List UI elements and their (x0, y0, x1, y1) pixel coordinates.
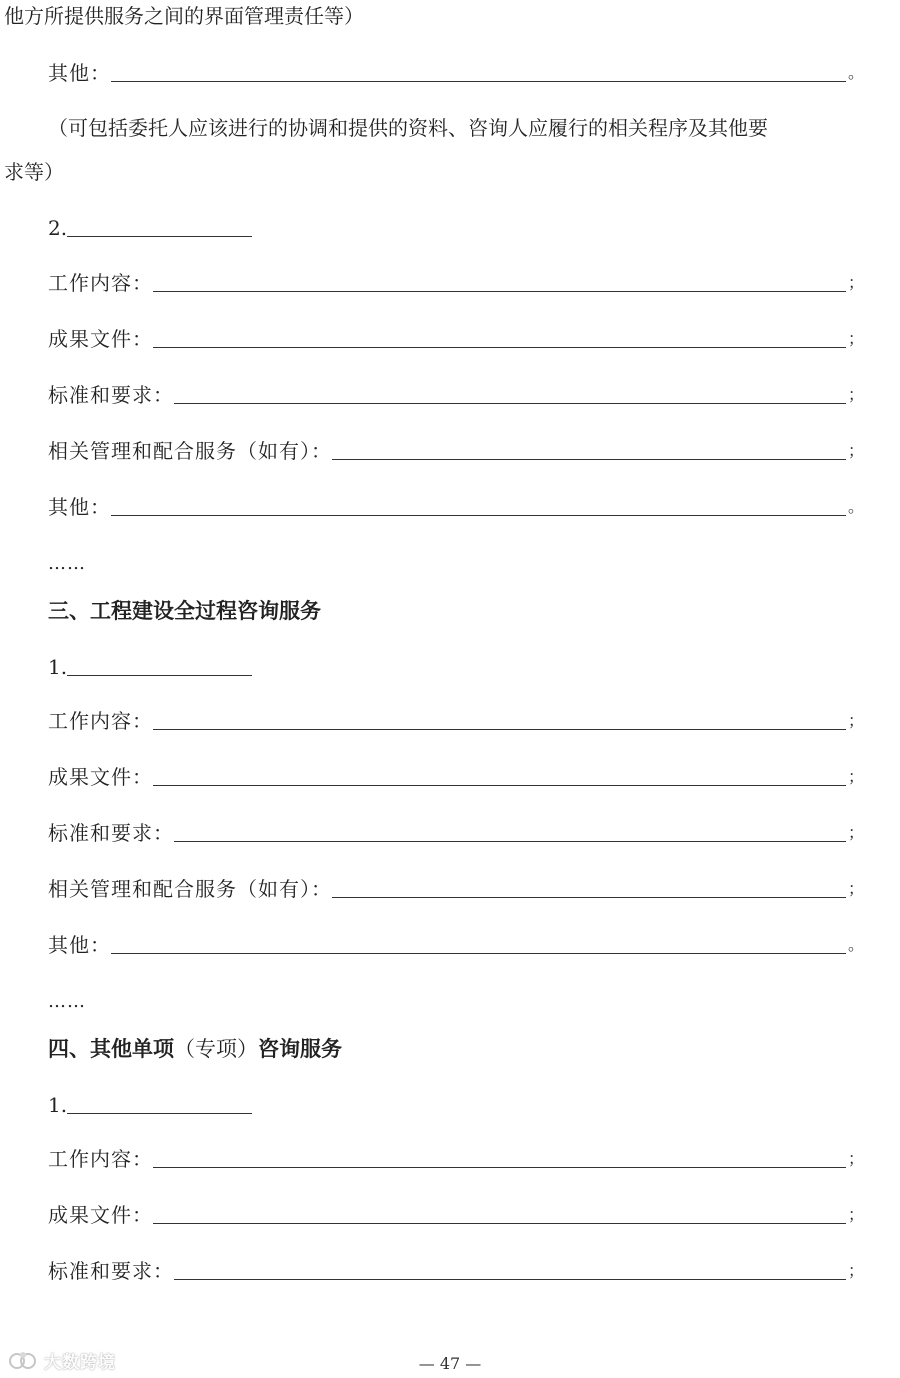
field-label: 其他： (48, 933, 111, 957)
deliverables-field (48, 1201, 865, 1229)
fill-in-blank[interactable] (332, 439, 846, 460)
continuation-text: 他方所提供服务之间的界面管理责任等） (4, 4, 364, 28)
work-content-field (48, 1145, 865, 1173)
section-heading-4 (48, 1034, 342, 1064)
deliverables-field (48, 763, 865, 791)
note-text-line2: 求等） (4, 160, 64, 184)
standards-field (48, 1257, 865, 1285)
field-end-mark: ； (848, 1149, 865, 1168)
field-label: 标准和要求： (48, 1259, 174, 1283)
section-heading-3 (48, 596, 321, 626)
ellipsis: …… (48, 991, 86, 1012)
field-end-mark: ； (848, 273, 865, 292)
note-text-line1: （可包括委托人应该进行的协调和提供的资料、咨询人应履行的相关程序及其他要 (48, 116, 768, 140)
field-end-mark: ； (848, 1205, 865, 1224)
field-end-mark: 。 (848, 935, 865, 954)
fill-in-blank[interactable] (111, 495, 846, 516)
work-content-field (48, 269, 865, 297)
item-title-blank[interactable] (67, 1093, 252, 1114)
fill-in-blank[interactable] (174, 821, 846, 842)
field-label: 工作内容： (48, 709, 153, 733)
field-label: 工作内容： (48, 1147, 153, 1171)
fill-in-blank[interactable] (153, 1203, 846, 1224)
work-content-field (48, 707, 865, 735)
item-number-1 (48, 1091, 252, 1119)
item-title-blank[interactable] (67, 655, 252, 676)
field-label: 标准和要求： (48, 821, 174, 845)
field-label: 成果文件： (48, 1203, 153, 1227)
field-end-mark: ； (848, 329, 865, 348)
heading-text: 三、工程建设全过程咨询服务 (48, 598, 321, 623)
field-label: 其他： (48, 61, 111, 85)
field-end-mark: ； (848, 1261, 865, 1280)
field-end-mark: ； (848, 385, 865, 404)
heading-text-c: 咨询服务 (258, 1036, 342, 1061)
field-end-mark: ； (848, 441, 865, 460)
standards-field (48, 381, 865, 409)
item-number: 2. (48, 216, 68, 240)
other-field (48, 931, 865, 959)
fill-in-blank[interactable] (153, 271, 846, 292)
fill-in-blank[interactable] (174, 383, 846, 404)
management-field (48, 875, 865, 903)
management-field (48, 437, 865, 465)
field-end-mark: ； (848, 767, 865, 786)
fill-in-blank[interactable] (153, 327, 846, 348)
field-label: 成果文件： (48, 327, 153, 351)
item-number: 1. (48, 655, 68, 679)
field-end-mark: 。 (848, 497, 865, 516)
ellipsis: …… (48, 553, 86, 574)
heading-text-b: （专项） (174, 1037, 258, 1061)
item-number-2 (48, 214, 252, 242)
fill-in-blank[interactable] (174, 1259, 846, 1280)
field-end-mark: ； (848, 823, 865, 842)
heading-text-a: 四、其他单项 (48, 1036, 174, 1061)
item-number: 1. (48, 1093, 68, 1117)
field-label: 相关管理和配合服务（如有）： (48, 877, 332, 901)
field-end-mark: ； (848, 711, 865, 730)
item-title-blank[interactable] (67, 216, 252, 237)
fill-in-blank[interactable] (332, 877, 846, 898)
field-label: 其他： (48, 495, 111, 519)
field-label: 工作内容： (48, 271, 153, 295)
field-end-mark: ； (848, 879, 865, 898)
fill-in-blank[interactable] (153, 1147, 846, 1168)
fill-in-blank[interactable] (111, 61, 846, 82)
field-label: 标准和要求： (48, 383, 174, 407)
item-number-1 (48, 653, 252, 681)
field-label: 相关管理和配合服务（如有）： (48, 439, 332, 463)
standards-field (48, 819, 865, 847)
fill-in-blank[interactable] (153, 709, 846, 730)
field-end-mark: 。 (848, 63, 865, 82)
field-label: 成果文件： (48, 765, 153, 789)
deliverables-field (48, 325, 865, 353)
other-field-1 (48, 59, 865, 87)
other-field (48, 493, 865, 521)
page-number: — 47 — (418, 1354, 482, 1373)
fill-in-blank[interactable] (153, 765, 846, 786)
watermark-text: 大数跨境 (44, 1353, 116, 1373)
fill-in-blank[interactable] (111, 933, 846, 954)
